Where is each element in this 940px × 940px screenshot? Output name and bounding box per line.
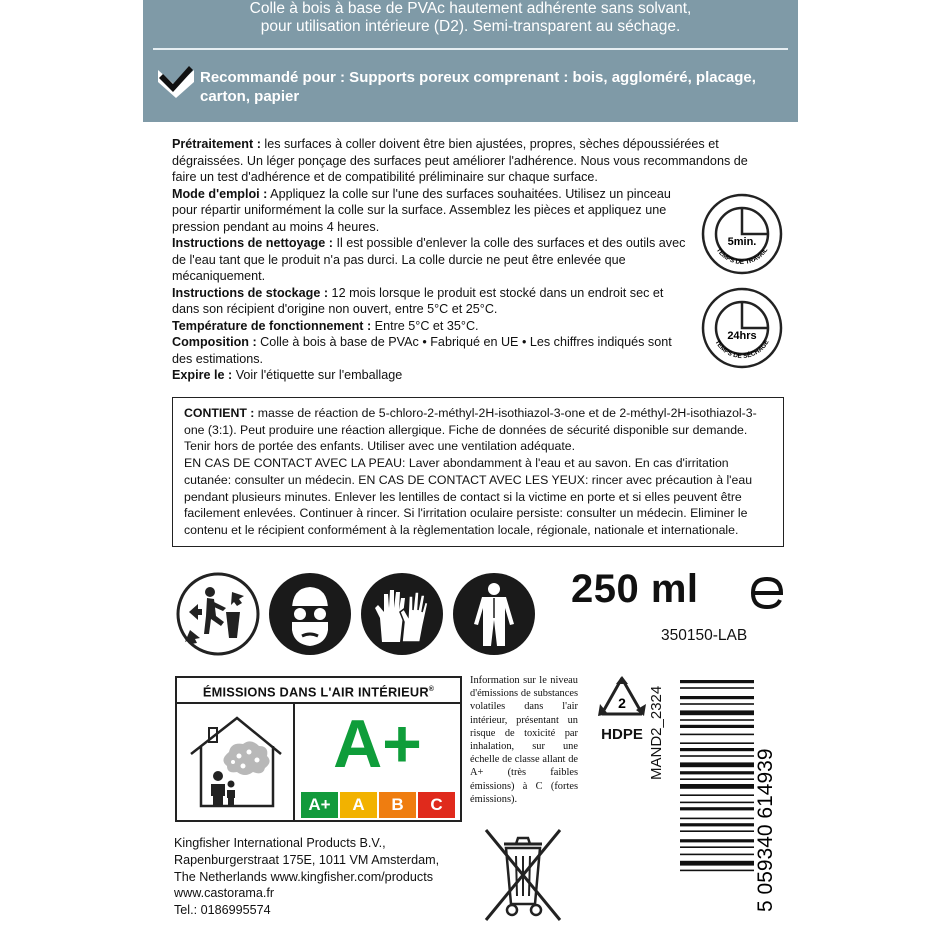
scale-a: A	[340, 792, 377, 818]
gloves-icon	[360, 572, 444, 656]
recycle-trash-icon	[176, 572, 260, 656]
volume: 250 ml	[571, 567, 699, 611]
indoor-emissions-label	[175, 676, 462, 822]
scale-b: B	[379, 792, 416, 818]
product-banner	[143, 0, 798, 122]
scale-a-plus: A+	[301, 792, 338, 818]
composition: Composition : Colle à bois à base de PVAc • Fabriqué en UE • Les chiffres indiqués sont des estimations.	[172, 335, 672, 366]
emissions-scale	[301, 792, 457, 818]
emissions-info: Information sur le niveau d'émissions de substances volatiles dans l'air intérieur, présentant un risque de toxicité par inhalation, sur une échelle de classe allant de A+ (très faibles émissions) à C (fortes émissions).	[470, 675, 578, 805]
contains-statement: CONTIENT : masse de réaction de 5-chloro-2-méthyl-2H-isothiazol-3-one et de 2-méthyl-2H-isothiazol-3-one (3:1). Peut produire une réaction allergique. Fiche de données de sécurité disponible sur demande. Tenir hors de portée des enfants. Utiliser avec une ventilation adéquate.	[184, 406, 757, 454]
lab-code: 350150-LAB	[661, 627, 748, 644]
barcode-bar	[680, 839, 754, 842]
product-description: Colle à bois à base de PVAc hautement adhérente sans solvant, pour utilisation intérieure (D2). Semi-transparent au séchage.	[249, 0, 692, 35]
barcode-bar	[680, 846, 754, 848]
barcode	[676, 676, 786, 916]
barcode-bar	[680, 696, 754, 699]
first-aid-statement: EN CAS DE CONTACT AVEC LA PEAU: Laver abondamment à l'eau et au savon. En cas d'irritation cutanée: consulter un médecin. EN CAS DE CONTACT AVEC LES YEUX: rincer avec précaution à l'eau pendant plusieurs minutes. Enlever les lentilles de contact si la victime en porte et si elles peuvent être facilement enlevées. Continuer à rincer. Si l'irritation oculaire persiste: consulter un médecin. Eliminer le contenu et le récipient conformément à la règlementation locale, régionale, nationale et internationale.	[184, 456, 753, 537]
barcode-bar	[680, 830, 754, 832]
barcode-bar	[680, 807, 754, 810]
storage: Instructions de stockage : 12 mois lorsque le produit est stocké dans un endroit sec et dans son récipient d'origine non ouvert, entre 5°C et 25°C.	[172, 285, 664, 316]
barcode-bar	[680, 823, 754, 826]
barcode-bar	[680, 703, 754, 705]
clock-icon	[701, 287, 783, 369]
barcode-bar	[680, 861, 754, 866]
barcode-bar	[680, 719, 754, 721]
barcode-bar	[680, 818, 754, 820]
expiry: Expire le : Voir l'étiquette sur l'emballage	[172, 368, 403, 382]
barcode-bar	[680, 680, 754, 683]
batch-number: MAND2_2324	[648, 685, 665, 780]
barcode-bar	[680, 755, 754, 757]
recommended-for: Recommandé pour : Supports poreux comprenant : bois, aggloméré, placage, carton, papier	[200, 69, 756, 105]
barcode-bar	[680, 748, 754, 751]
instructions	[172, 136, 772, 384]
emissions-grade: A+	[333, 706, 422, 782]
barcode-number: 5 059340 614939	[754, 748, 777, 912]
hdpe-label: HDPE	[601, 726, 643, 743]
barcode-bar	[680, 742, 754, 744]
dry-time-value: 24hrs	[727, 330, 757, 342]
work-time-value: 5min.	[727, 236, 757, 248]
barcode-bar	[680, 771, 754, 774]
safety-goggles-icon	[268, 572, 352, 656]
barcode-bar	[680, 784, 754, 789]
barcode-bar	[680, 710, 754, 715]
cleaning: Instructions de nettoyage : Il est possible d'enlever la colle des surfaces et des outils avec de l'eau tant que le produit n'a pas durci. La colle durcie ne peut être enlevée que mécaniquement.	[172, 236, 686, 283]
banner-divider	[153, 48, 788, 50]
crossed-bin-icon	[482, 826, 564, 924]
emissions-title: ÉMISSIONS DANS L'AIR INTÉRIEUR®	[177, 678, 460, 704]
barcode-bar	[680, 734, 754, 736]
checkmark-icon	[155, 58, 197, 100]
e-mark-icon	[747, 573, 787, 613]
barcode-bar	[680, 794, 754, 796]
barcode-bar	[680, 870, 754, 872]
barcode-bar	[680, 802, 754, 804]
pretreatment: Prétraitement : les surfaces à coller doivent être bien ajustées, propres, sèches dépoussiérées et dégraissées. Un léger ponçage des surfaces peut améliorer l'adhérence. Nous vous recommandons de faire un test d'adhérence et de compatibilité préliminaire sur chaque surface.	[172, 137, 748, 184]
barcode-bar	[680, 725, 754, 728]
house-icon	[185, 710, 287, 810]
dry-time-label: TEMPS DE SÉCHAGE	[713, 338, 771, 361]
company-info: Kingfisher International Products B.V., Rapenburgerstraat 175E, 1011 VM Amsterdam, The Netherlands www.kingfisher.com/products www.castorama.fr Tel.: 0186995574	[174, 836, 440, 918]
work-time-label: TEMPS DE TRAVAIL	[714, 246, 770, 267]
barcode-bar	[680, 687, 754, 689]
usage: Mode d'emploi : Appliquez la colle sur l'une des surfaces souhaitées. Utilisez un pinceau pour répartir uniformément la colle sur la surface. Assemblez les pièces et appliquez une pression pendant au moins 4 heures.	[172, 186, 671, 234]
clock-icon	[701, 193, 783, 275]
barcode-bar	[680, 854, 754, 856]
safety-warning-box	[172, 397, 784, 547]
coverall-icon	[452, 572, 536, 656]
recycle-triangle-icon	[594, 674, 650, 730]
scale-c: C	[418, 792, 455, 818]
barcode-bar	[680, 778, 754, 780]
recycle-code: 2	[618, 695, 626, 711]
operating-temperature: Température de fonctionnement : Entre 5°C et 35°C.	[172, 318, 479, 333]
barcode-bar	[680, 762, 754, 767]
